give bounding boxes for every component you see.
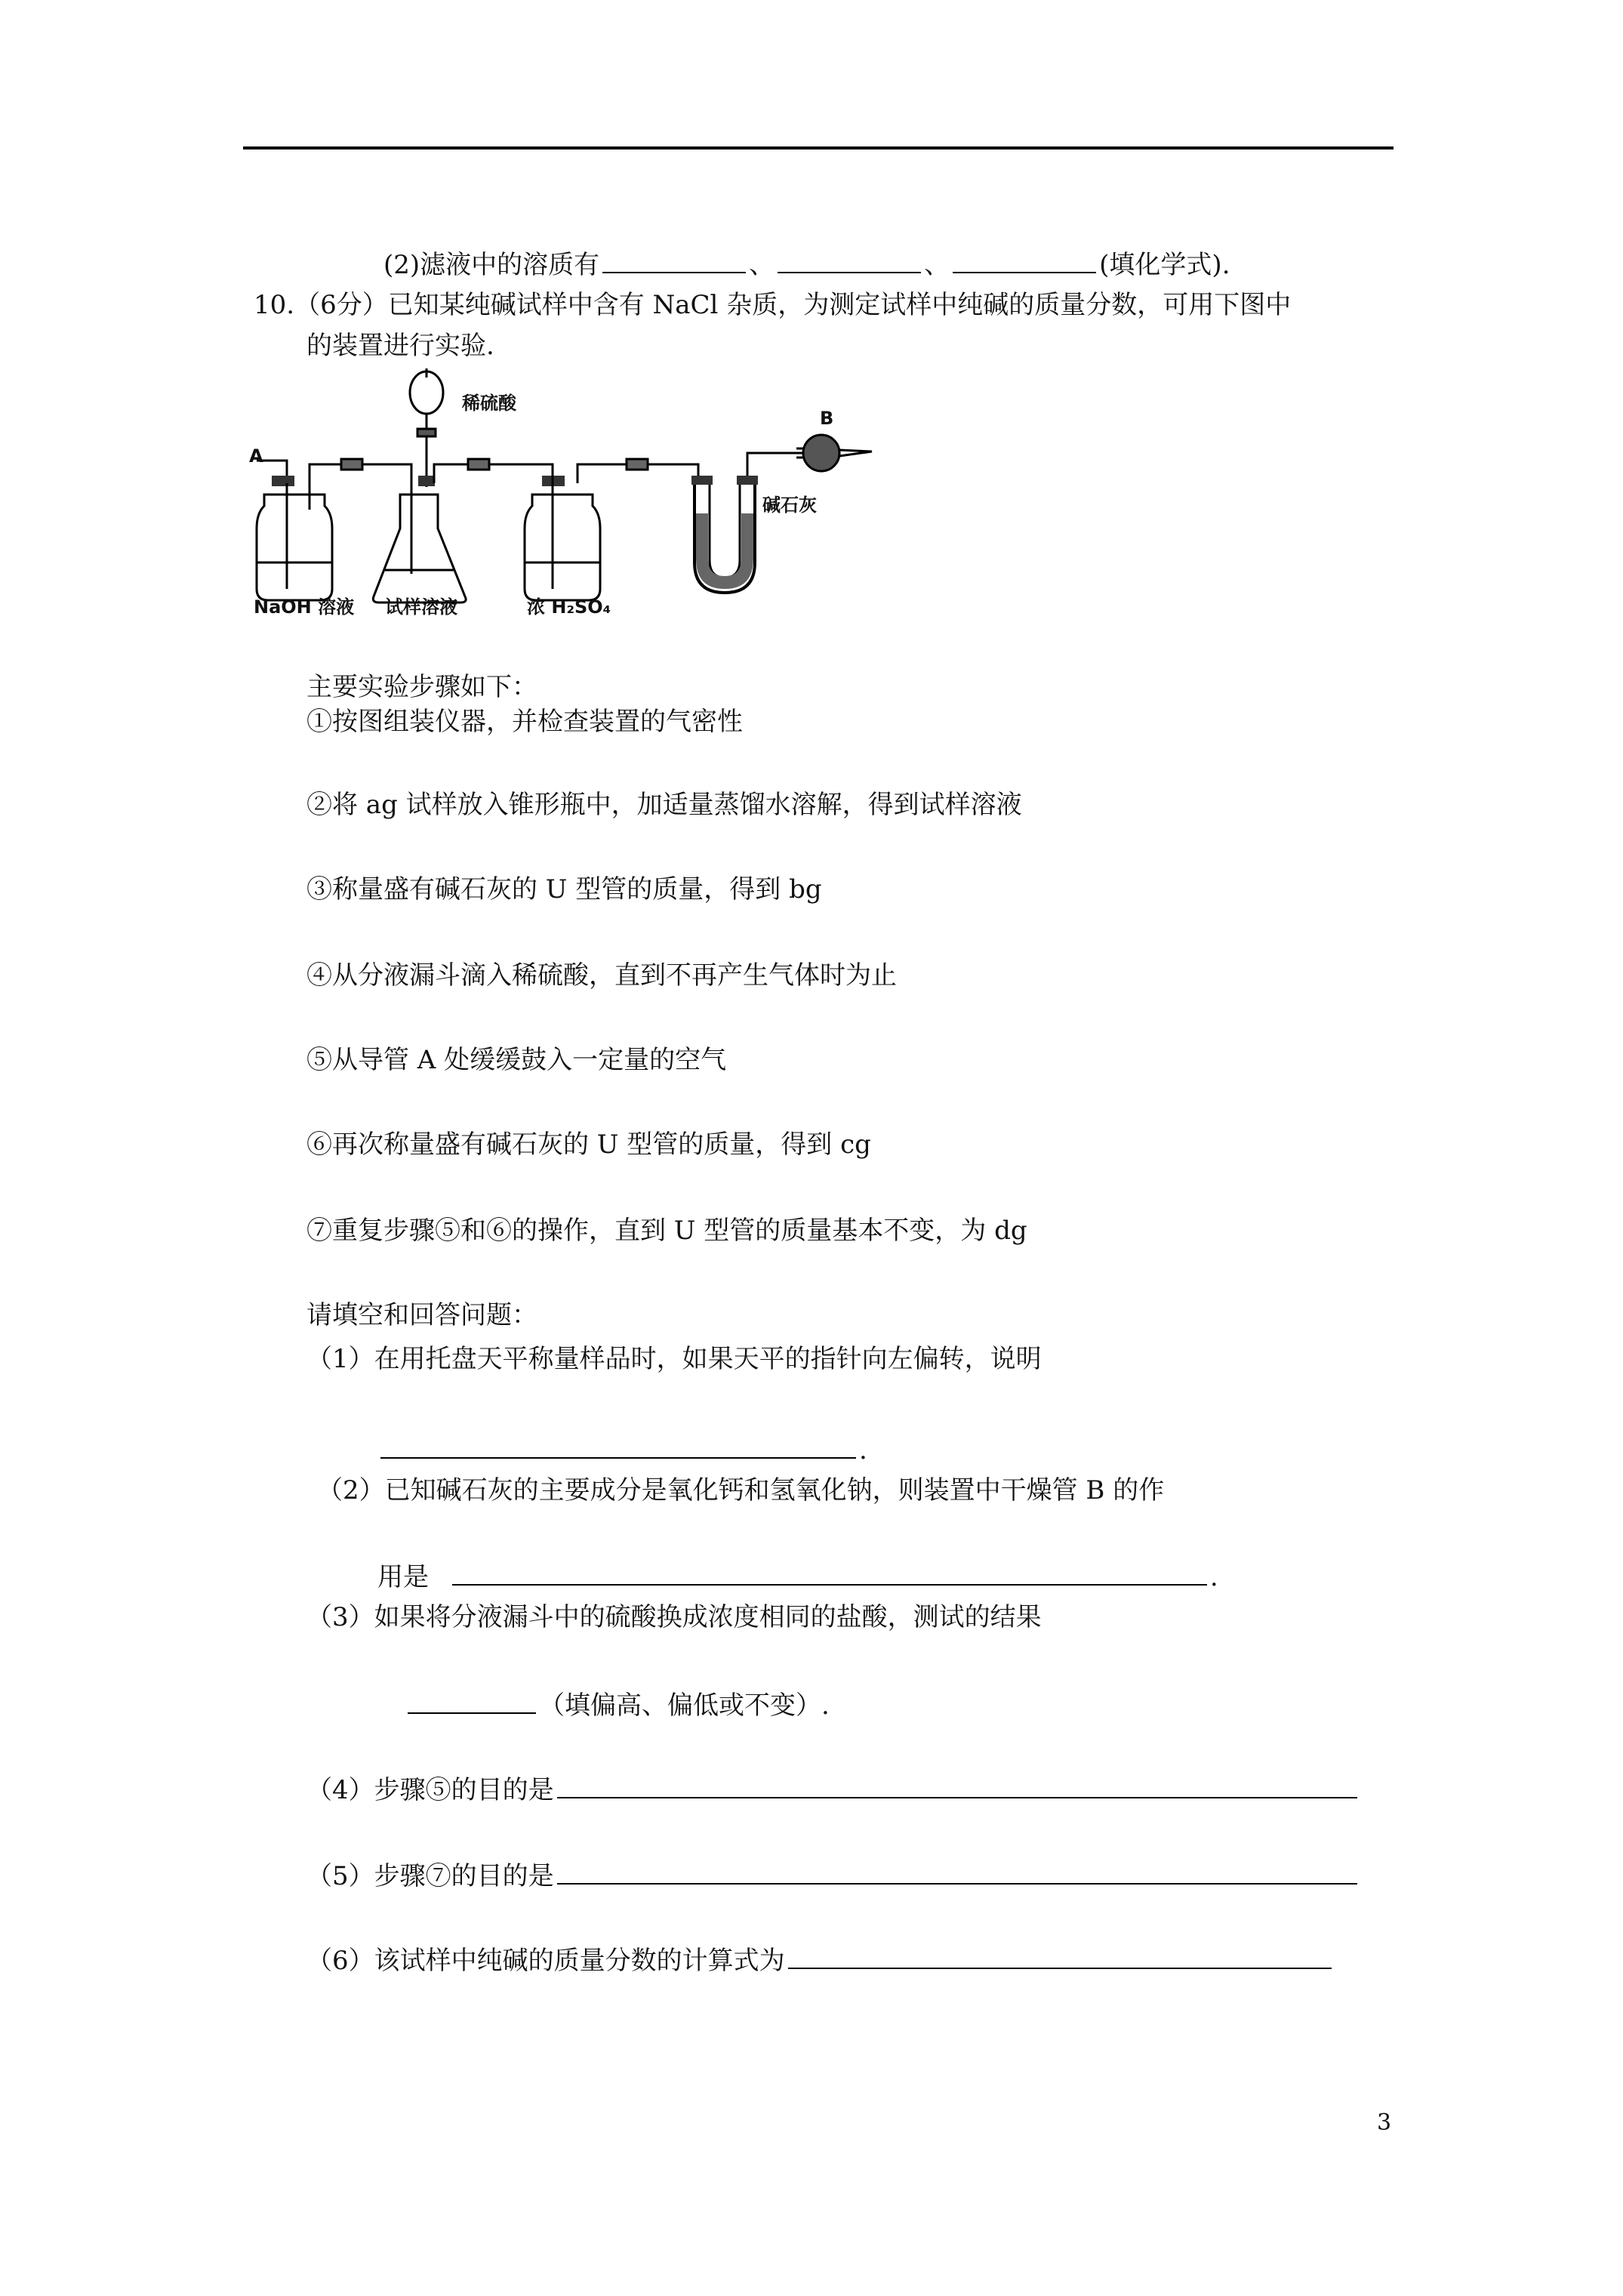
separating-funnel	[410, 371, 443, 414]
naoh-bottle	[257, 495, 332, 600]
sample-flask	[373, 495, 466, 603]
questions-heading: 请填空和回答问题：	[306, 1300, 537, 1330]
q9-sep2: 、	[924, 250, 950, 280]
answer-blank-q3[interactable]	[408, 1687, 536, 1714]
question-4	[306, 1771, 1360, 1807]
q2-end: .	[1209, 1562, 1218, 1592]
answer-blank-q1[interactable]	[380, 1432, 856, 1459]
q3-cont: （填偏高、偏低或不变）.	[539, 1690, 830, 1721]
label-b: B	[820, 408, 834, 429]
question-6	[306, 1942, 1335, 1977]
q9-sep1: 、	[749, 250, 775, 280]
q9-part2-prefix: (2)滤液中的溶质有	[383, 250, 600, 280]
answer-blank-q6[interactable]	[788, 1942, 1332, 1969]
step-2: ②将 ag 试样放入锥形瓶中，加适量蒸馏水溶解，得到试样溶液	[306, 790, 1022, 820]
step-6: ⑥再次称量盛有碱石灰的 U 型管的质量，得到 cg	[306, 1130, 871, 1160]
header-rule	[243, 146, 1394, 149]
label-a: A	[249, 445, 263, 467]
q5-text: （5）步骤⑦的目的是	[306, 1861, 554, 1891]
page-number: 3	[1377, 2110, 1392, 2136]
label-dilute-acid: 稀硫酸	[462, 393, 516, 414]
q9-part2-line	[383, 246, 1230, 282]
h2so4-bottle	[525, 495, 600, 600]
step-3: ③称量盛有碱石灰的 U 型管的质量，得到 bg	[306, 874, 822, 905]
question-1: （1）在用托盘天平称量样品时，如果天平的指针向左偏转，说明	[306, 1344, 1042, 1374]
label-sample-solution: 试样溶液	[385, 596, 457, 618]
question-1-answer-line	[377, 1432, 867, 1467]
question-3: （3）如果将分液漏斗中的硫酸换成浓度相同的盐酸，测试的结果	[306, 1602, 1042, 1632]
answer-blank-q2[interactable]	[452, 1558, 1207, 1586]
q1-end: .	[859, 1435, 867, 1465]
step-5: ⑤从导管 A 处缓缓鼓入一定量的空气	[306, 1045, 727, 1075]
label-naoh-solution: NaOH 溶液	[254, 596, 355, 618]
question-2: （2）已知碱石灰的主要成分是氧化钙和氢氧化钠，则装置中干燥管 B 的作	[317, 1475, 1165, 1505]
question-5	[306, 1857, 1360, 1893]
question-2-answer-line	[377, 1558, 1218, 1594]
q9-part2-suffix: (填化学式).	[1099, 250, 1230, 280]
step-7: ⑦重复步骤⑤和⑥的操作，直到 U 型管的质量基本不变，为 dg	[306, 1216, 1027, 1246]
question-3-answer-line	[405, 1687, 830, 1722]
q6-text: （6）该试样中纯碱的质量分数的计算式为	[306, 1946, 785, 1976]
label-soda-lime: 碱石灰	[762, 495, 817, 516]
step-4: ④从分液漏斗滴入稀硫酸，直到不再产生气体时为止	[306, 960, 897, 991]
answer-blank-1[interactable]	[602, 246, 746, 273]
drying-tube-b	[803, 435, 839, 471]
q4-text: （4）步骤⑤的目的是	[306, 1775, 554, 1805]
step-1: ①按图组装仪器，并检查装置的气密性	[306, 707, 743, 737]
q10-stem-line1: 10.（6分）已知某纯碱试样中含有 NaCl 杂质，为测定试样中纯碱的质量分数，可用下图中	[254, 290, 1292, 320]
label-conc-h2so4: 浓 H₂SO₄	[527, 596, 611, 618]
answer-blank-3[interactable]	[953, 246, 1096, 273]
steps-heading: 主要实验步骤如下：	[306, 672, 537, 702]
q10-stem-line2: 的装置进行实验.	[306, 331, 494, 361]
q2-cont: 用是	[377, 1562, 429, 1592]
answer-blank-q4[interactable]	[557, 1771, 1357, 1798]
answer-blank-q5[interactable]	[557, 1857, 1357, 1885]
answer-blank-2[interactable]	[778, 246, 921, 273]
